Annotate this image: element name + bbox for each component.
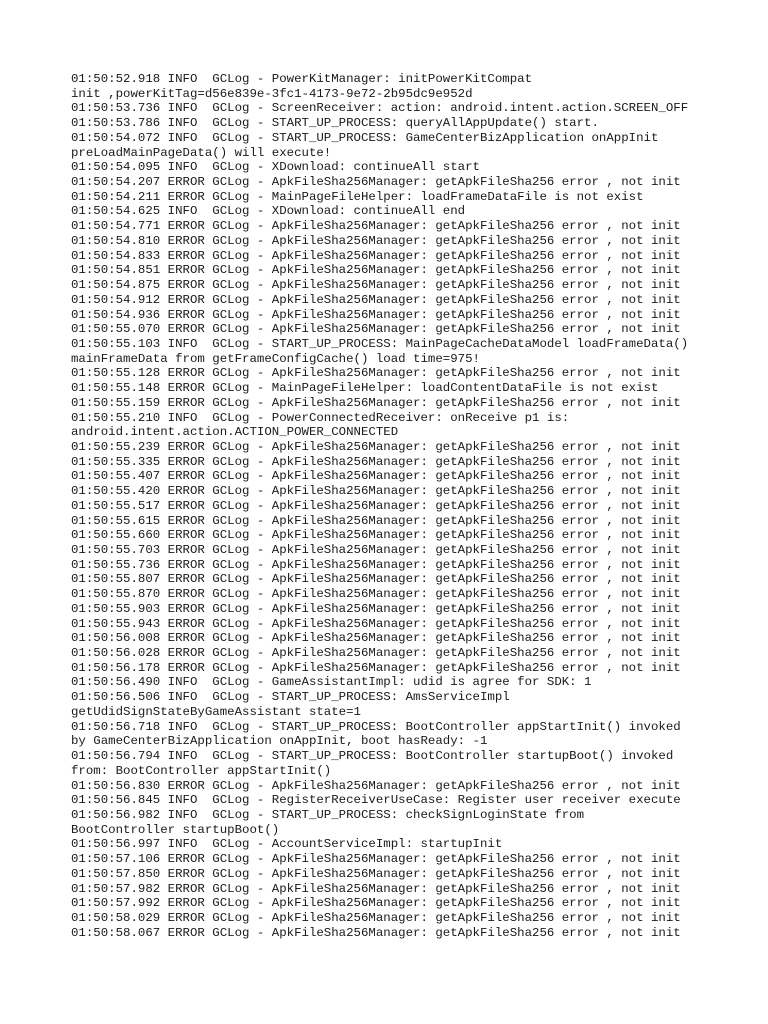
log-line: 01:50:55.148 ERROR GCLog - MainPageFileHelper: loadContentDataFile is not exist xyxy=(71,381,659,396)
log-line: 01:50:58.067 ERROR GCLog - ApkFileSha256Manager: getApkFileSha256 error , not init xyxy=(71,925,681,940)
log-line: 01:50:58.029 ERROR GCLog - ApkFileSha256Manager: getApkFileSha256 error , not init xyxy=(71,910,681,925)
log-line: 01:50:57.850 ERROR GCLog - ApkFileSha256Manager: getApkFileSha256 error , not init xyxy=(71,866,681,881)
log-line: 01:50:56.028 ERROR GCLog - ApkFileSha256Manager: getApkFileSha256 error , not init xyxy=(71,646,681,661)
log-line: android.intent.action.ACTION_POWER_CONNECTED xyxy=(71,425,399,440)
log-line: 01:50:54.072 INFO GCLog - START_UP_PROCESS: GameCenterBizApplication onAppInit xyxy=(71,130,659,145)
log-line: 01:50:55.870 ERROR GCLog - ApkFileSha256Manager: getApkFileSha256 error , not init xyxy=(71,587,681,602)
log-line: 01:50:55.660 ERROR GCLog - ApkFileSha256Manager: getApkFileSha256 error , not init xyxy=(71,528,681,543)
log-line: 01:50:55.335 ERROR GCLog - ApkFileSha256Manager: getApkFileSha256 error , not init xyxy=(71,454,681,469)
log-line: 01:50:55.103 INFO GCLog - START_UP_PROCESS: MainPageCacheDataModel loadFrameData() xyxy=(71,336,689,351)
log-line: 01:50:55.239 ERROR GCLog - ApkFileSha256Manager: getApkFileSha256 error , not init xyxy=(71,439,681,454)
log-line: 01:50:56.845 INFO GCLog - RegisterReceiverUseCase: Register user receiver execute xyxy=(71,793,681,808)
log-line: 01:50:56.490 INFO GCLog - GameAssistantImpl: udid is agree for SDK: 1 xyxy=(71,675,592,690)
log-line: 01:50:55.128 ERROR GCLog - ApkFileSha256Manager: getApkFileSha256 error , not init xyxy=(71,366,681,381)
log-line: 01:50:55.703 ERROR GCLog - ApkFileSha256Manager: getApkFileSha256 error , not init xyxy=(71,543,681,557)
log-line: 01:50:55.070 ERROR GCLog - ApkFileSha256Manager: getApkFileSha256 error , not init xyxy=(71,322,681,337)
log-line: 01:50:55.420 ERROR GCLog - ApkFileSha256Manager: getApkFileSha256 error , not init xyxy=(71,484,681,499)
log-line: 01:50:55.159 ERROR GCLog - ApkFileSha256Manager: getApkFileSha256 error , not init xyxy=(71,395,681,410)
log-line: 01:50:55.736 ERROR GCLog - ApkFileSha256Manager: getApkFileSha256 error , not init xyxy=(71,557,681,572)
log-line: 01:50:54.833 ERROR GCLog - ApkFileSha256Manager: getApkFileSha256 error , not init xyxy=(71,248,681,263)
log-line: 01:50:54.211 ERROR GCLog - MainPageFileHelper: loadFrameDataFile is not exist xyxy=(71,189,644,204)
log-line: 01:50:54.771 ERROR GCLog - ApkFileSha256Manager: getApkFileSha256 error , not init xyxy=(71,219,681,234)
log-line: 01:50:56.830 ERROR GCLog - ApkFileSha256Manager: getApkFileSha256 error , not init xyxy=(71,778,681,793)
log-line: mainFrameData from getFrameConfigCache() load time=975! xyxy=(71,351,480,366)
log-line: 01:50:52.918 INFO GCLog - PowerKitManager: initPowerKitCompat xyxy=(71,72,533,86)
log-line: 01:50:54.207 ERROR GCLog - ApkFileSha256Manager: getApkFileSha256 error , not init xyxy=(71,175,681,190)
log-line: 01:50:57.982 ERROR GCLog - ApkFileSha256Manager: getApkFileSha256 error , not init xyxy=(71,881,681,896)
log-line: 01:50:53.736 INFO GCLog - ScreenReceiver: action: android.intent.action.SCREEN_OFF xyxy=(71,101,689,116)
log-line: 01:50:56.008 ERROR GCLog - ApkFileSha256Manager: getApkFileSha256 error , not init xyxy=(71,631,681,646)
log-line: 01:50:53.786 INFO GCLog - START_UP_PROCESS: queryAllAppUpdate() start. xyxy=(71,116,599,131)
log-line: 01:50:57.106 ERROR GCLog - ApkFileSha256Manager: getApkFileSha256 error , not init xyxy=(71,852,681,867)
log-line: 01:50:54.095 INFO GCLog - XDownload: continueAll start xyxy=(71,160,480,175)
log-line: 01:50:54.936 ERROR GCLog - ApkFileSha256Manager: getApkFileSha256 error , not init xyxy=(71,307,681,322)
log-document xyxy=(71,72,761,940)
log-line: init ,powerKitTag=d56e839e-3fc1-4173-9e72-2b95dc9e952d xyxy=(71,86,473,101)
log-line: 01:50:55.903 ERROR GCLog - ApkFileSha256Manager: getApkFileSha256 error , not init xyxy=(71,601,681,616)
log-line: 01:50:55.517 ERROR GCLog - ApkFileSha256Manager: getApkFileSha256 error , not init xyxy=(71,498,681,513)
log-line: 01:50:57.992 ERROR GCLog - ApkFileSha256Manager: getApkFileSha256 error , not init xyxy=(71,896,681,911)
log-line: 01:50:56.718 INFO GCLog - START_UP_PROCESS: BootController appStartInit() invoked xyxy=(71,719,681,734)
log-line: 01:50:54.875 ERROR GCLog - ApkFileSha256Manager: getApkFileSha256 error , not init xyxy=(71,278,681,293)
log-line: by GameCenterBizApplication onAppInit, boot hasReady: -1 xyxy=(71,734,488,749)
log-line: 01:50:55.615 ERROR GCLog - ApkFileSha256Manager: getApkFileSha256 error , not init xyxy=(71,513,681,528)
log-line: from: BootController appStartInit() xyxy=(71,763,332,778)
log-line: preLoadMainPageData() will execute! xyxy=(71,145,332,160)
log-line: 01:50:56.506 INFO GCLog - START_UP_PROCESS: AmsServiceImpl xyxy=(71,690,510,705)
log-line: 01:50:56.997 INFO GCLog - AccountServiceImpl: startupInit xyxy=(71,837,503,852)
log-line: 01:50:54.810 ERROR GCLog - ApkFileSha256Manager: getApkFileSha256 error , not init xyxy=(71,233,681,248)
log-line: getUdidSignStateByGameAssistant state=1 xyxy=(71,704,361,719)
log-line: 01:50:55.807 ERROR GCLog - ApkFileSha256Manager: getApkFileSha256 error , not init xyxy=(71,572,681,587)
log-line: BootController startupBoot() xyxy=(71,822,280,837)
log-line: 01:50:56.178 ERROR GCLog - ApkFileSha256Manager: getApkFileSha256 error , not init xyxy=(71,660,681,675)
log-line: 01:50:54.625 INFO GCLog - XDownload: continueAll end xyxy=(71,204,466,219)
log-line: 01:50:54.851 ERROR GCLog - ApkFileSha256Manager: getApkFileSha256 error , not init xyxy=(71,263,681,278)
log-line: 01:50:54.912 ERROR GCLog - ApkFileSha256Manager: getApkFileSha256 error , not init xyxy=(71,292,681,307)
log-line: 01:50:55.210 INFO GCLog - PowerConnectedReceiver: onReceive p1 is: xyxy=(71,410,570,425)
log-line: 01:50:55.943 ERROR GCLog - ApkFileSha256Manager: getApkFileSha256 error , not init xyxy=(71,616,681,631)
log-line: 01:50:55.407 ERROR GCLog - ApkFileSha256Manager: getApkFileSha256 error , not init xyxy=(71,469,681,484)
log-line: 01:50:56.794 INFO GCLog - START_UP_PROCESS: BootController startupBoot() invoked xyxy=(71,749,674,764)
log-line: 01:50:56.982 INFO GCLog - START_UP_PROCESS: checkSignLoginState from xyxy=(71,807,585,822)
